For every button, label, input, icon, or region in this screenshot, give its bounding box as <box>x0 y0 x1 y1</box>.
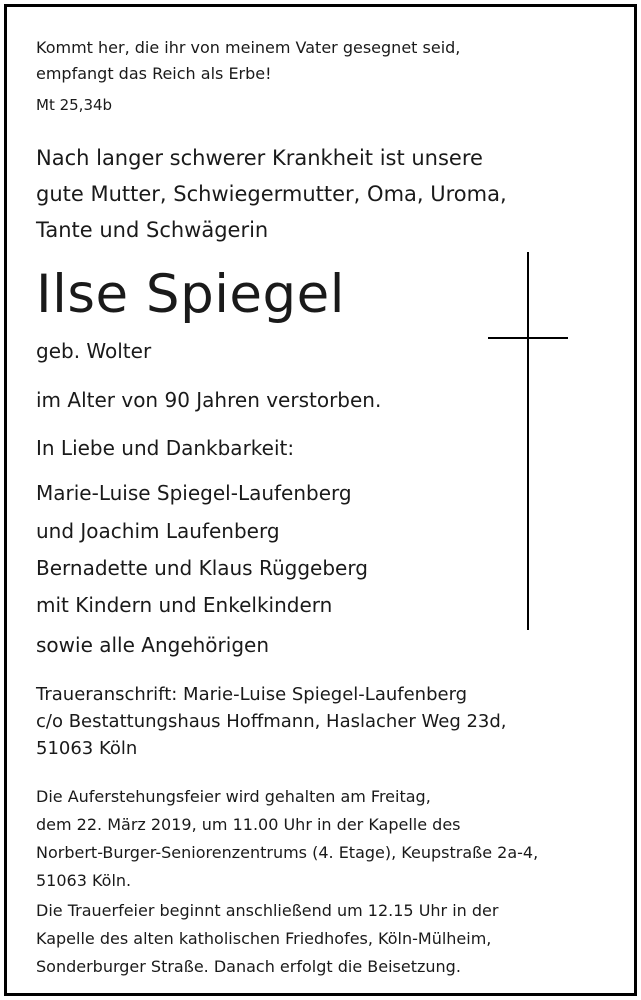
cross-icon <box>488 252 568 630</box>
verse-reference: Mt 25,34b <box>36 96 113 114</box>
ceremony-line-2: dem 22. März 2019, um 11.00 Uhr in der Kapelle des <box>36 815 461 834</box>
cross-horizontal-bar <box>488 337 568 339</box>
intro-line-3: Tante und Schwägerin <box>36 218 269 242</box>
mourner-line: Bernadette und Klaus Rüggeberg <box>36 556 368 580</box>
ceremony-line-3: Norbert-Burger-Seniorenzentrums (4. Etage), Keupstraße 2a-4, <box>36 843 539 862</box>
mourner-line: Marie-Luise Spiegel-Laufenberg <box>36 481 352 505</box>
mourners-closing: sowie alle Angehörigen <box>36 633 269 657</box>
verse-line-2: empfangt das Reich als Erbe! <box>36 64 272 83</box>
cross-vertical-bar <box>527 252 529 630</box>
address-line-3: 51063 Köln <box>36 738 138 759</box>
deceased-name: Ilse Spiegel <box>36 264 346 325</box>
funeral-line-3: Sonderburger Straße. Danach erfolgt die Beisetzung. <box>36 957 461 976</box>
birth-name: geb. Wolter <box>36 339 152 363</box>
age-line: im Alter von 90 Jahren verstorben. <box>36 388 382 412</box>
funeral-line-2: Kapelle des alten katholischen Friedhofes, Köln-Mülheim, <box>36 929 492 948</box>
ceremony-line-1: Die Auferstehungsfeier wird gehalten am Freitag, <box>36 787 431 806</box>
funeral-line-1: Die Trauerfeier beginnt anschließend um 12.15 Uhr in der <box>36 901 499 920</box>
intro-line-1: Nach langer schwerer Krankheit ist unsere <box>36 146 483 170</box>
address-line-2: c/o Bestattungshaus Hoffmann, Haslacher Weg 23d, <box>36 711 507 732</box>
intro-line-2: gute Mutter, Schwiegermutter, Oma, Uroma, <box>36 182 507 206</box>
address-line-1: Traueranschrift: Marie-Luise Spiegel-Laufenberg <box>36 684 468 705</box>
mourner-line: und Joachim Laufenberg <box>36 519 280 543</box>
mourners-heading: In Liebe und Dankbarkeit: <box>36 436 295 460</box>
verse-line-1: Kommt her, die ihr von meinem Vater gesegnet seid, <box>36 38 461 57</box>
ceremony-line-4: 51063 Köln. <box>36 871 132 890</box>
mourner-line: mit Kindern und Enkelkindern <box>36 593 333 617</box>
